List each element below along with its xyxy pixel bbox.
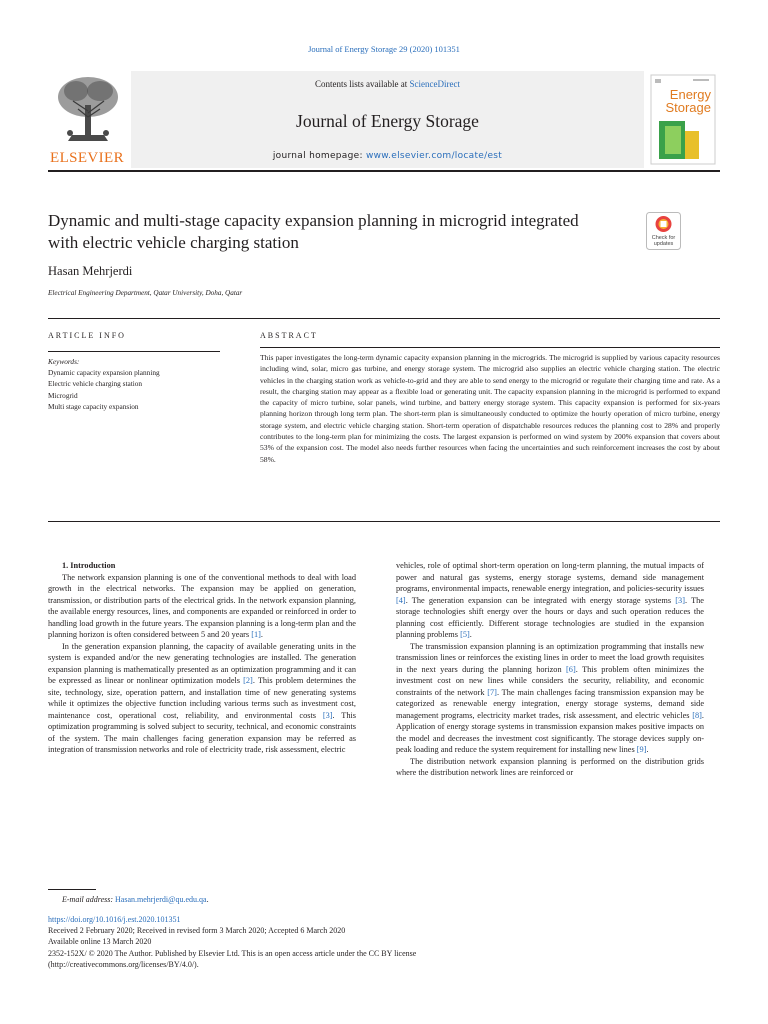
journal-title: Journal of Energy Storage: [296, 111, 479, 131]
received-dates: Received 2 February 2020; Received in revised form 3 March 2020; Accepted 6 March 2020: [48, 926, 346, 936]
sciencedirect-link[interactable]: ScienceDirect: [409, 79, 460, 89]
keyword-item: Electric vehicle charging station: [48, 379, 143, 389]
body-column-right: [396, 560, 704, 779]
reference-link[interactable]: [5]: [460, 630, 470, 639]
reference-link[interactable]: [6]: [566, 664, 576, 674]
body-column-left: [48, 560, 356, 756]
article-info-rule: [48, 351, 220, 352]
reference-link[interactable]: [1]: [251, 630, 261, 639]
elsevier-tree-logo: [48, 71, 128, 168]
journal-info-box: [131, 71, 644, 168]
abstract-rule: [260, 347, 720, 348]
reference-link[interactable]: [3]: [675, 595, 685, 605]
doi-link[interactable]: https://doi.org/10.1016/j.est.2020.101351: [48, 915, 181, 924]
body-paragraph: The transmission expansion planning is an optimization programming that installs new transmission lines or reinforces the existing lines in order to meet the load growth requisites in the next years during the planning horizon [6]. This problem often minimizes the investment cost on new lines while considers the security, reliability, and economic constraints of the network [7]. The main challenges facing transmission expansion may be categorized as renewable energy integration, energy storage systems, demand side management programs, electricity market trades, risk assessment, and electric vehicles [8]. Application of energy storage systems in transmission expansion makes positive impacts on the model and decreases the investment cost significantly. The storage devices supply on-peak loading and reduce the system requirement for installing new lines [9].: [396, 641, 704, 754]
keywords-block: [48, 356, 220, 412]
contents-line: [131, 79, 644, 89]
elsevier-wordmark: ELSEVIER: [50, 150, 125, 166]
cover-title-line2: Storage: [665, 100, 711, 115]
crossmark-badge[interactable]: [646, 212, 681, 250]
email-link[interactable]: Hasan.mehrjerdi@qu.edu.qa: [115, 895, 207, 904]
abstract-text: This paper investigates the long-term dynamic capacity expansion planning in the microgrids. The microgrid is supplied by various capacity resources including wind, solar, micro gas turbine, and energy storage system. The microgrid also supplies an electric vehicle charging station. The electric vehicles in the charging station work as vehicle-to-grid and they are able to send energy to the microgrid or regulate their charging time and rate. As a result, the charging station may appear as a flexible load or generating unit. The capacity expansion planning in the microgrid is performed to expand the capacity of micro turbine, solar panels, wind turbine, and battery energy storage system. This capacity expansion is performed for six-years planning horizon through long term plan. The short-term plan is simultaneously conducted to optimize the hourly operation of micro turbine, energy storage system, and electric vehicle charging station. Short-term operation of dispatchable resources reduces the planning cost to 28% and properly contributes to the long-term plan for minimizing the costs. The largest expansion is performed on wind system by 200% expansion that covers about 53% of the expansion cost. The model also needs further resources when facing the uncertainties and such reinforcement increases the cost by about 58%.: [260, 353, 720, 464]
body-paragraph: The network expansion planning is one of the conventional methods to deal with load growth in the electrical networks. The expansion may be applied on generation, transmission, or distribution parts of the electrical grids. In the network expansion planning, the available energy resources, lines, and components are expanded or reinforced in order to handling load growth in the future years. The expansion planning is a long-term plan and the planning horizon is often considered between 5 and 20 years [1].: [48, 572, 356, 639]
keywords-label: Keywords:: [48, 357, 80, 366]
email-label: E-mail address:: [62, 895, 114, 904]
journal-citation[interactable]: Journal of Energy Storage 29 (2020) 101351: [308, 44, 460, 54]
homepage-prefix: journal homepage:: [272, 151, 366, 161]
header-divider: [48, 318, 720, 319]
license-line-2: (http://creativecommons.org/licenses/BY/4.0/).: [48, 959, 199, 969]
body-paragraph: vehicles, role of optimal short-term operation on long-term planning, the mutual impacts of power and natural gas systems, energy storage systems, demand side management programs, environmental impacts, renewable energy integration, and policies-security issues [4]. The generation expansion can be integrated with energy storage systems [3]. The storage technologies shift energy over the hours or days and such operation reduces the planning cost efficiently. Different storage technologies are studied in the expansion planning problems [5].: [396, 561, 704, 639]
reference-link[interactable]: [7]: [487, 687, 497, 697]
license-line-1: 2352-152X/ © 2020 The Author. Published by Elsevier Ltd. This is an open access article under the CC BY license: [48, 948, 417, 958]
crossmark-text-1: Check for: [651, 235, 676, 241]
author-name: Hasan Mehrjerdi: [48, 264, 133, 278]
author-affiliation: Electrical Engineering Department, Qatar University, Doha, Qatar: [48, 289, 243, 297]
reference-link[interactable]: [2]: [243, 676, 253, 685]
article-footer: [48, 914, 416, 970]
footnote-rule: [48, 889, 96, 890]
corresponding-email: E-mail address: Hasan.mehrjerdi@qu.edu.qa.: [62, 895, 209, 904]
section-heading-introduction: 1. Introduction: [62, 561, 116, 570]
keyword-item: Microgrid: [48, 390, 78, 400]
reference-link[interactable]: [3]: [322, 710, 333, 720]
abstract-bottom-rule: [48, 521, 720, 522]
cover-title-line1: Energy: [669, 87, 711, 102]
reference-link[interactable]: [9]: [636, 745, 647, 754]
reference-link[interactable]: [4]: [396, 595, 406, 605]
abstract-heading: ABSTRACT: [260, 331, 318, 340]
keyword-item: Multi stage capacity expansion: [48, 401, 139, 411]
journal-cover-thumbnail[interactable]: [647, 71, 720, 168]
available-online: Available online 13 March 2020: [48, 937, 152, 947]
homepage-link[interactable]: www.elsevier.com/locate/est: [365, 151, 503, 161]
crossmark-text-2: updates: [653, 241, 674, 247]
journal-masthead: [48, 71, 720, 168]
body-paragraph: In the generation expansion planning, the capacity of available generating units in the system is expanded and/or the new generating technologies are installed. The generation expansion planning is mathematically presented as an optimization programming and it can be expressed as linear or nonlinear optimization models [2]. This problem determines the site, technology, size, operation pattern, and installation time of new generating systems while it optimizes the objective function including various terms such as investment cost, maintenance cost, operational cost, reliability, and environmental costs [3]. This optimization programming is solved subject to security, technical, and economic constraints of the system. The main challenges facing generation expansion may be referred as integration of transmission networks and role of electricity trade, risk assessment, electric: [48, 641, 357, 754]
masthead-rule: [48, 170, 720, 172]
paper-title: Dynamic and multi-stage capacity expansion planning in microgrid integrated with electric vehicle charging station: [48, 211, 579, 252]
reference-link[interactable]: [8]: [692, 710, 702, 720]
body-paragraph: The distribution network expansion planning is performed on the distribution grids where the distribution network lines are reinforced or: [396, 756, 704, 777]
keyword-item: Dynamic capacity expansion planning: [48, 368, 160, 378]
article-info-heading: ARTICLE INFO: [48, 331, 126, 340]
homepage-line: [131, 151, 644, 161]
contents-prefix: Contents lists available at: [315, 79, 410, 89]
